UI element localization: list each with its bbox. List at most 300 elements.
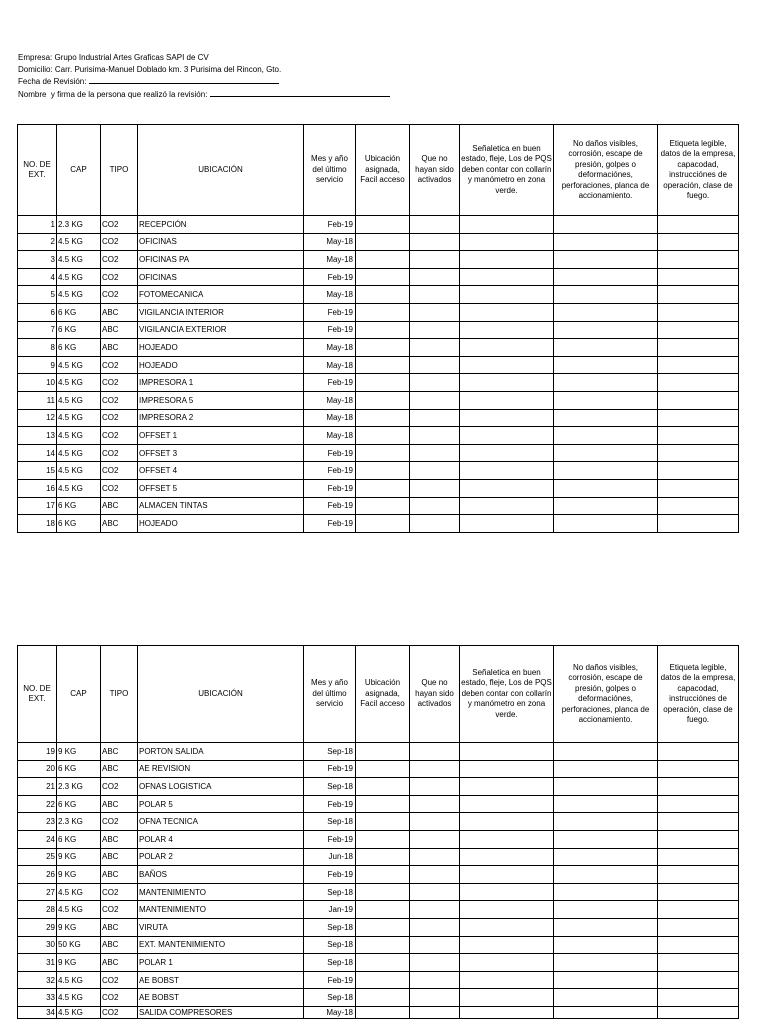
cell-ubicacion-asignada[interactable] (356, 989, 410, 1007)
cell-no-danos[interactable] (554, 251, 658, 269)
cell-no-ext: 25 (18, 848, 57, 866)
cell-no-activados[interactable] (410, 1006, 460, 1018)
cell-ubicacion-asignada[interactable] (356, 479, 410, 497)
cell-ubicacion-asignada[interactable] (356, 321, 410, 339)
cell-no-activados[interactable] (410, 866, 460, 884)
cell-no-activados[interactable] (410, 216, 460, 234)
cell-ultimo-servicio: Sep-18 (304, 883, 356, 901)
cell-no-activados[interactable] (410, 989, 460, 1007)
cell-ultimo-servicio: May-18 (304, 286, 356, 304)
cell-no-activados[interactable] (410, 251, 460, 269)
cell-tipo: ABC (101, 760, 138, 778)
table-row (18, 339, 739, 357)
cell-etiqueta[interactable] (658, 462, 739, 480)
cell-senaletica[interactable] (460, 830, 554, 848)
cell-ubicacion-asignada[interactable] (356, 918, 410, 936)
cell-ubicacion-asignada[interactable] (356, 444, 410, 462)
cell-no-ext: 21 (18, 778, 57, 796)
cell-senaletica[interactable] (460, 515, 554, 533)
cell-no-activados[interactable] (410, 901, 460, 919)
cell-no-danos[interactable] (554, 1006, 658, 1018)
cell-senaletica[interactable] (460, 374, 554, 392)
cell-no-activados[interactable] (410, 374, 460, 392)
cell-etiqueta[interactable] (658, 760, 739, 778)
cell-tipo: ABC (101, 743, 138, 761)
cell-tipo: CO2 (101, 883, 138, 901)
table-2-body (18, 743, 739, 1019)
cell-cap: 6 KG (57, 830, 101, 848)
col-ubicacion: UBICACIÓN (138, 646, 304, 743)
cell-ubicacion: OFICINAS (138, 233, 304, 251)
cell-no-activados[interactable] (410, 954, 460, 972)
cell-etiqueta[interactable] (658, 303, 739, 321)
cell-etiqueta[interactable] (658, 989, 739, 1007)
cell-no-ext: 14 (18, 444, 57, 462)
cell-no-ext: 32 (18, 971, 57, 989)
cell-senaletica[interactable] (460, 901, 554, 919)
cell-no-danos[interactable] (554, 830, 658, 848)
cell-etiqueta[interactable] (658, 830, 739, 848)
cell-no-danos[interactable] (554, 303, 658, 321)
cell-ubicacion-asignada[interactable] (356, 1006, 410, 1018)
col-tipo: TIPO (101, 646, 138, 743)
cell-ubicacion-asignada[interactable] (356, 778, 410, 796)
cell-tipo: CO2 (101, 462, 138, 480)
cell-tipo: CO2 (101, 409, 138, 427)
cell-ubicacion: AE BOBST (138, 989, 304, 1007)
cell-senaletica[interactable] (460, 883, 554, 901)
cell-no-danos[interactable] (554, 268, 658, 286)
cell-etiqueta[interactable] (658, 409, 739, 427)
cell-senaletica[interactable] (460, 303, 554, 321)
cell-ubicacion-asignada[interactable] (356, 286, 410, 304)
cell-ubicacion: OFFSET 1 (138, 427, 304, 445)
cell-no-ext: 22 (18, 795, 57, 813)
cell-ubicacion-asignada[interactable] (356, 391, 410, 409)
cell-cap: 2.3 KG (57, 813, 101, 831)
cell-ubicacion: VIGILANCIA EXTERIOR (138, 321, 304, 339)
col-senaletica: Señaletica en buen estado, fleje, Los de PQS deben contar con collarín y manómetro en zona verde. (460, 646, 554, 743)
cell-etiqueta[interactable] (658, 356, 739, 374)
nombre-firma-line (18, 88, 390, 101)
cell-no-ext: 11 (18, 391, 57, 409)
col-etiqueta: Etiqueta legible, datos de la empresa, capacodad, instrucciónes de operación, clase de fuego. (658, 125, 739, 216)
cell-cap: 6 KG (57, 339, 101, 357)
cell-etiqueta[interactable] (658, 339, 739, 357)
table-header-row (18, 646, 739, 743)
table-row (18, 479, 739, 497)
cell-ubicacion: OFFSET 4 (138, 462, 304, 480)
cell-senaletica[interactable] (460, 795, 554, 813)
cell-senaletica[interactable] (460, 848, 554, 866)
cell-no-activados[interactable] (410, 462, 460, 480)
cell-no-activados[interactable] (410, 778, 460, 796)
cell-ubicacion: HOJEADO (138, 356, 304, 374)
cell-ubicacion-asignada[interactable] (356, 954, 410, 972)
cell-no-danos[interactable] (554, 374, 658, 392)
cell-no-ext: 13 (18, 427, 57, 445)
table-row (18, 321, 739, 339)
table-1-body (18, 216, 739, 533)
cell-ubicacion: EXT. MANTENIMIENTO (138, 936, 304, 954)
cell-no-danos[interactable] (554, 286, 658, 304)
cell-ubicacion: POLAR 2 (138, 848, 304, 866)
cell-ubicacion: PORTON SALIDA (138, 743, 304, 761)
table-row (18, 813, 739, 831)
cell-no-danos[interactable] (554, 427, 658, 445)
cell-no-danos[interactable] (554, 356, 658, 374)
cell-senaletica[interactable] (460, 778, 554, 796)
cell-senaletica[interactable] (460, 866, 554, 884)
cell-no-activados[interactable] (410, 268, 460, 286)
cell-senaletica[interactable] (460, 286, 554, 304)
cell-ultimo-servicio: Feb-19 (304, 830, 356, 848)
cell-ubicacion-asignada[interactable] (356, 883, 410, 901)
nombre-firma-label: Nombre y firma de la persona que realizó la revisión: (18, 89, 208, 99)
table-row (18, 427, 739, 445)
cell-senaletica[interactable] (460, 321, 554, 339)
cell-cap: 9 KG (57, 918, 101, 936)
cell-ubicacion: OFICINAS (138, 268, 304, 286)
col-no-danos: No daños visibles, corrosión, escape de presión, golpes o deformaciónes, perforaciones, planca de accionamiento. (554, 125, 658, 216)
cell-no-danos[interactable] (554, 216, 658, 234)
cell-tipo: CO2 (101, 989, 138, 1007)
cell-ultimo-servicio: Sep-18 (304, 778, 356, 796)
cell-ultimo-servicio: Feb-19 (304, 971, 356, 989)
cell-ubicacion-asignada[interactable] (356, 971, 410, 989)
cell-ubicacion-asignada[interactable] (356, 251, 410, 269)
cell-no-danos[interactable] (554, 339, 658, 357)
cell-ubicacion-asignada[interactable] (356, 303, 410, 321)
cell-ultimo-servicio: Sep-18 (304, 813, 356, 831)
cell-senaletica[interactable] (460, 1006, 554, 1018)
cell-senaletica[interactable] (460, 936, 554, 954)
cell-no-danos[interactable] (554, 866, 658, 884)
table-row (18, 918, 739, 936)
cell-ubicacion-asignada[interactable] (356, 830, 410, 848)
table-row (18, 374, 739, 392)
cell-ultimo-servicio: Feb-19 (304, 374, 356, 392)
cell-no-ext: 18 (18, 515, 57, 533)
cell-ubicacion: IMPRESORA 1 (138, 374, 304, 392)
cell-ubicacion: RECEPCIÓN (138, 216, 304, 234)
cell-etiqueta[interactable] (658, 479, 739, 497)
cell-ultimo-servicio: Feb-19 (304, 479, 356, 497)
cell-no-activados[interactable] (410, 339, 460, 357)
cell-no-activados[interactable] (410, 444, 460, 462)
cell-etiqueta[interactable] (658, 427, 739, 445)
cell-ubicacion: OFFSET 5 (138, 479, 304, 497)
cell-tipo: CO2 (101, 427, 138, 445)
cell-ubicacion: BAÑOS (138, 866, 304, 884)
cell-no-danos[interactable] (554, 760, 658, 778)
cell-ubicacion: IMPRESORA 5 (138, 391, 304, 409)
cell-no-danos[interactable] (554, 778, 658, 796)
cell-ubicacion-asignada[interactable] (356, 233, 410, 251)
cell-etiqueta[interactable] (658, 971, 739, 989)
cell-etiqueta[interactable] (658, 743, 739, 761)
cell-cap: 4.5 KG (57, 1006, 101, 1018)
cell-no-ext: 27 (18, 883, 57, 901)
cell-no-activados[interactable] (410, 848, 460, 866)
cell-no-activados[interactable] (410, 830, 460, 848)
cell-no-activados[interactable] (410, 286, 460, 304)
cell-cap: 6 KG (57, 321, 101, 339)
cell-no-danos[interactable] (554, 444, 658, 462)
cell-no-activados[interactable] (410, 918, 460, 936)
fecha-revision-line (18, 75, 390, 88)
cell-no-danos[interactable] (554, 497, 658, 515)
cell-senaletica[interactable] (460, 813, 554, 831)
cell-ubicacion-asignada[interactable] (356, 936, 410, 954)
table-row (18, 409, 739, 427)
cell-no-danos[interactable] (554, 954, 658, 972)
cell-no-activados[interactable] (410, 427, 460, 445)
cell-no-danos[interactable] (554, 971, 658, 989)
cell-ubicacion-asignada[interactable] (356, 339, 410, 357)
cell-no-activados[interactable] (410, 971, 460, 989)
cell-senaletica[interactable] (460, 497, 554, 515)
cell-cap: 50 KG (57, 936, 101, 954)
cell-senaletica[interactable] (460, 743, 554, 761)
table-row (18, 971, 739, 989)
cell-no-ext: 5 (18, 286, 57, 304)
cell-no-danos[interactable] (554, 743, 658, 761)
cell-no-activados[interactable] (410, 515, 460, 533)
cell-no-ext: 2 (18, 233, 57, 251)
cell-no-activados[interactable] (410, 497, 460, 515)
cell-no-ext: 1 (18, 216, 57, 234)
cell-etiqueta[interactable] (658, 918, 739, 936)
cell-senaletica[interactable] (460, 462, 554, 480)
cell-no-activados[interactable] (410, 409, 460, 427)
cell-senaletica[interactable] (460, 760, 554, 778)
cell-ultimo-servicio: Feb-19 (304, 444, 356, 462)
cell-cap: 9 KG (57, 743, 101, 761)
cell-ubicacion-asignada[interactable] (356, 462, 410, 480)
cell-no-ext: 6 (18, 303, 57, 321)
cell-etiqueta[interactable] (658, 778, 739, 796)
cell-senaletica[interactable] (460, 216, 554, 234)
cell-cap: 6 KG (57, 497, 101, 515)
table-row (18, 954, 739, 972)
cell-no-activados[interactable] (410, 303, 460, 321)
table-row (18, 795, 739, 813)
cell-ubicacion-asignada[interactable] (356, 795, 410, 813)
cell-ultimo-servicio: Feb-19 (304, 515, 356, 533)
cell-etiqueta[interactable] (658, 268, 739, 286)
cell-senaletica[interactable] (460, 989, 554, 1007)
cell-no-danos[interactable] (554, 462, 658, 480)
cell-no-ext: 30 (18, 936, 57, 954)
cell-no-danos[interactable] (554, 883, 658, 901)
cell-senaletica[interactable] (460, 339, 554, 357)
table-row (18, 778, 739, 796)
cell-etiqueta[interactable] (658, 391, 739, 409)
cell-no-danos[interactable] (554, 813, 658, 831)
cell-ubicacion: IMPRESORA 2 (138, 409, 304, 427)
cell-cap: 6 KG (57, 515, 101, 533)
cell-cap: 6 KG (57, 303, 101, 321)
cell-etiqueta[interactable] (658, 515, 739, 533)
cell-ultimo-servicio: Feb-19 (304, 795, 356, 813)
cell-etiqueta[interactable] (658, 216, 739, 234)
cell-no-activados[interactable] (410, 479, 460, 497)
cell-etiqueta[interactable] (658, 954, 739, 972)
cell-tipo: CO2 (101, 1006, 138, 1018)
cell-etiqueta[interactable] (658, 795, 739, 813)
cell-cap: 2.3 KG (57, 216, 101, 234)
cell-ultimo-servicio: Sep-18 (304, 743, 356, 761)
cell-no-danos[interactable] (554, 391, 658, 409)
cell-no-ext: 24 (18, 830, 57, 848)
cell-senaletica[interactable] (460, 971, 554, 989)
table-row (18, 515, 739, 533)
col-no-activados: Que no hayan sido activados (410, 646, 460, 743)
cell-no-ext: 15 (18, 462, 57, 480)
cell-no-activados[interactable] (410, 321, 460, 339)
nombre-firma-blank (210, 88, 390, 97)
table-row (18, 497, 739, 515)
cell-ubicacion-asignada[interactable] (356, 268, 410, 286)
cell-cap: 4.5 KG (57, 286, 101, 304)
cell-no-activados[interactable] (410, 233, 460, 251)
cell-senaletica[interactable] (460, 251, 554, 269)
col-senaletica: Señaletica en buen estado, fleje, Los de PQS deben contar con collarín y manómetro en zona verde. (460, 125, 554, 216)
cell-no-danos[interactable] (554, 409, 658, 427)
cell-ubicacion-asignada[interactable] (356, 813, 410, 831)
cell-ubicacion-asignada[interactable] (356, 901, 410, 919)
cell-senaletica[interactable] (460, 918, 554, 936)
cell-no-activados[interactable] (410, 743, 460, 761)
cell-no-danos[interactable] (554, 918, 658, 936)
cell-ubicacion-asignada[interactable] (356, 515, 410, 533)
cell-cap: 4.5 KG (57, 479, 101, 497)
cell-etiqueta[interactable] (658, 497, 739, 515)
cell-no-activados[interactable] (410, 936, 460, 954)
cell-etiqueta[interactable] (658, 883, 739, 901)
cell-senaletica[interactable] (460, 427, 554, 445)
cell-etiqueta[interactable] (658, 936, 739, 954)
cell-etiqueta[interactable] (658, 444, 739, 462)
cell-tipo: CO2 (101, 444, 138, 462)
cell-ultimo-servicio: Feb-19 (304, 462, 356, 480)
cell-ubicacion: AE REVISION (138, 760, 304, 778)
cell-no-danos[interactable] (554, 515, 658, 533)
cell-etiqueta[interactable] (658, 901, 739, 919)
table-row (18, 251, 739, 269)
cell-ultimo-servicio: Feb-19 (304, 216, 356, 234)
cell-tipo: ABC (101, 830, 138, 848)
cell-etiqueta[interactable] (658, 233, 739, 251)
cell-senaletica[interactable] (460, 954, 554, 972)
cell-no-danos[interactable] (554, 848, 658, 866)
cell-no-danos[interactable] (554, 233, 658, 251)
cell-cap: 4.5 KG (57, 251, 101, 269)
table-row (18, 830, 739, 848)
cell-no-danos[interactable] (554, 795, 658, 813)
cell-cap: 2.3 KG (57, 778, 101, 796)
cell-etiqueta[interactable] (658, 1006, 739, 1018)
cell-no-activados[interactable] (410, 883, 460, 901)
cell-etiqueta[interactable] (658, 286, 739, 304)
cell-no-activados[interactable] (410, 813, 460, 831)
col-no-activados: Que no hayan sido activados (410, 125, 460, 216)
cell-ultimo-servicio: Feb-19 (304, 497, 356, 515)
cell-etiqueta[interactable] (658, 374, 739, 392)
cell-no-ext: 10 (18, 374, 57, 392)
cell-ubicacion-asignada[interactable] (356, 374, 410, 392)
cell-ubicacion-asignada[interactable] (356, 848, 410, 866)
cell-no-activados[interactable] (410, 795, 460, 813)
cell-ubicacion-asignada[interactable] (356, 497, 410, 515)
cell-tipo: ABC (101, 515, 138, 533)
cell-ubicacion-asignada[interactable] (356, 743, 410, 761)
inspection-table-1 (17, 124, 739, 533)
cell-ultimo-servicio: May-18 (304, 251, 356, 269)
table-row (18, 286, 739, 304)
cell-tipo: ABC (101, 795, 138, 813)
cell-etiqueta[interactable] (658, 813, 739, 831)
table-header-row (18, 125, 739, 216)
cell-etiqueta[interactable] (658, 848, 739, 866)
cell-no-danos[interactable] (554, 936, 658, 954)
cell-ubicacion-asignada[interactable] (356, 866, 410, 884)
cell-no-danos[interactable] (554, 989, 658, 1007)
cell-cap: 9 KG (57, 848, 101, 866)
cell-ubicacion-asignada[interactable] (356, 216, 410, 234)
cell-cap: 4.5 KG (57, 971, 101, 989)
cell-no-activados[interactable] (410, 391, 460, 409)
cell-cap: 9 KG (57, 866, 101, 884)
cell-ubicacion: SALIDA COMPRESORES (138, 1006, 304, 1018)
cell-senaletica[interactable] (460, 479, 554, 497)
cell-no-danos[interactable] (554, 321, 658, 339)
cell-ultimo-servicio: May-18 (304, 391, 356, 409)
cell-ubicacion-asignada[interactable] (356, 356, 410, 374)
cell-ubicacion-asignada[interactable] (356, 760, 410, 778)
cell-senaletica[interactable] (460, 391, 554, 409)
cell-senaletica[interactable] (460, 268, 554, 286)
cell-etiqueta[interactable] (658, 251, 739, 269)
cell-ultimo-servicio: May-18 (304, 339, 356, 357)
col-ultimo-servicio: Mes y año del último servicio (304, 125, 356, 216)
cell-ultimo-servicio: Sep-18 (304, 954, 356, 972)
cell-no-activados[interactable] (410, 356, 460, 374)
table-row (18, 1006, 739, 1018)
cell-cap: 6 KG (57, 795, 101, 813)
col-cap: CAP (57, 125, 101, 216)
document-header (18, 52, 390, 100)
cell-senaletica[interactable] (460, 356, 554, 374)
cell-etiqueta[interactable] (658, 321, 739, 339)
cell-no-danos[interactable] (554, 901, 658, 919)
table-row (18, 216, 739, 234)
cell-tipo: ABC (101, 848, 138, 866)
cell-senaletica[interactable] (460, 444, 554, 462)
cell-tipo: CO2 (101, 286, 138, 304)
cell-ultimo-servicio: Jun-18 (304, 848, 356, 866)
cell-etiqueta[interactable] (658, 866, 739, 884)
cell-ultimo-servicio: May-18 (304, 356, 356, 374)
cell-ubicacion-asignada[interactable] (356, 427, 410, 445)
cell-ubicacion-asignada[interactable] (356, 409, 410, 427)
cell-no-activados[interactable] (410, 760, 460, 778)
cell-no-danos[interactable] (554, 479, 658, 497)
cell-senaletica[interactable] (460, 409, 554, 427)
cell-senaletica[interactable] (460, 233, 554, 251)
table-row (18, 901, 739, 919)
